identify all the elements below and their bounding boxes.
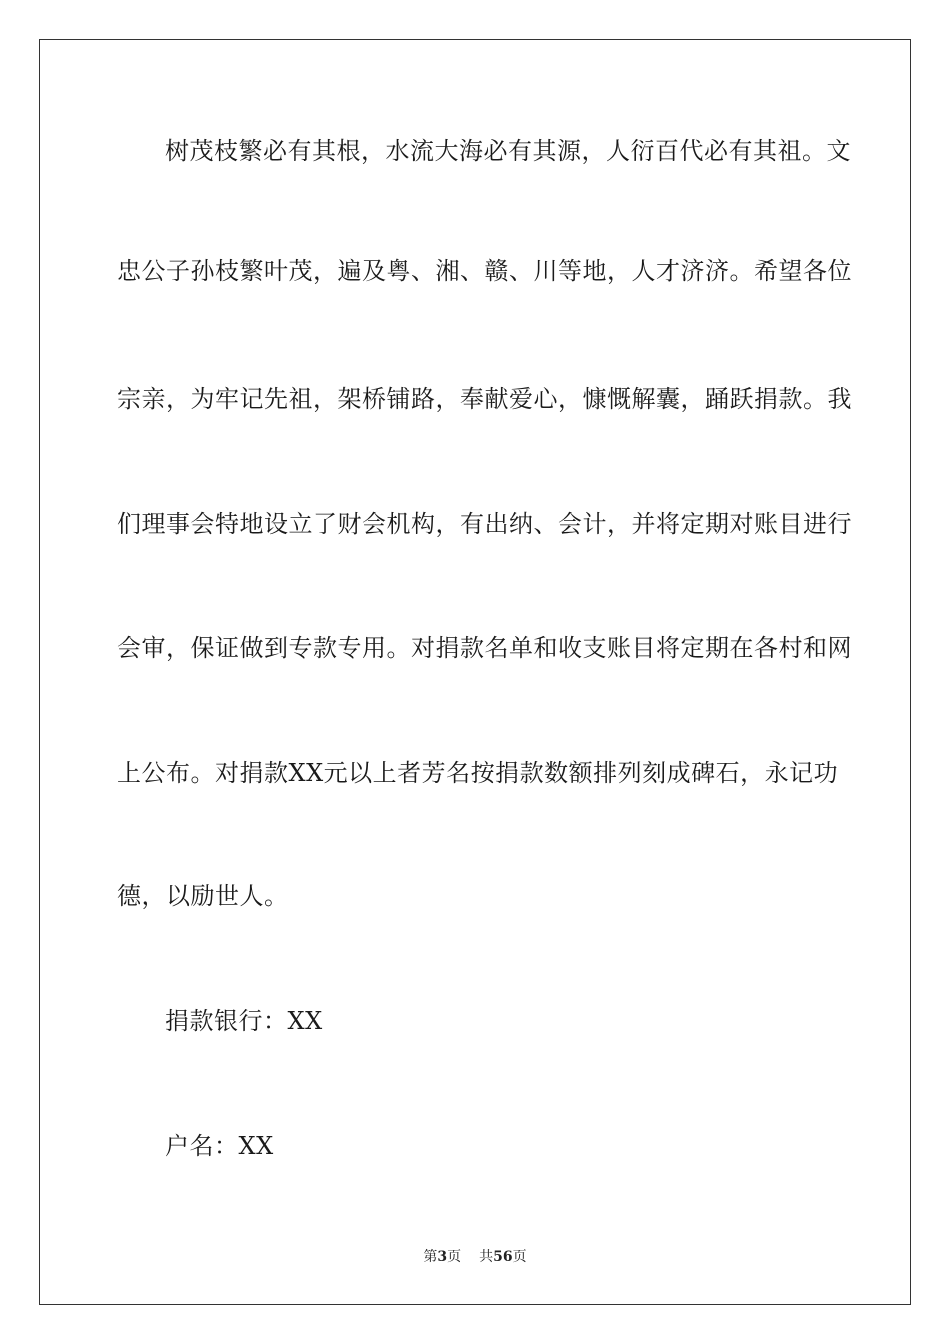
- paragraph-line-2: 忠公子孙枝繁叶茂，遍及粤、湘、赣、川等地，人才济济。希望各位: [117, 257, 852, 285]
- footer-page-unit: 页: [447, 1249, 462, 1265]
- bank-info: 捐款银行：XX: [165, 1007, 323, 1035]
- page-frame: [39, 39, 911, 1305]
- paragraph-line-6: 上公布。对捐款XX元以上者芳名按捐款数额排列刻成碑石，永记功: [117, 759, 839, 787]
- paragraph-line-7: 德，以励世人。: [117, 882, 289, 910]
- paragraph-line-5: 会审，保证做到专款专用。对捐款名单和收支账目将定期在各村和网: [117, 634, 852, 662]
- paragraph-line-1: 树茂枝繁必有其根，水流大海必有其源，人衍百代必有其祖。文: [165, 137, 851, 165]
- total-pages-number: 56: [493, 1249, 513, 1265]
- paragraph-line-4: 们理事会特地设立了财会机构，有出纳、会计，并将定期对账目进行: [117, 510, 852, 538]
- footer-total-prefix: 共: [479, 1249, 494, 1265]
- footer-prefix: 第: [423, 1249, 438, 1265]
- current-page-number: 3: [437, 1249, 448, 1265]
- page-footer: [0, 1247, 950, 1267]
- account-name: 户名：XX: [165, 1132, 274, 1160]
- footer-total-unit: 页: [512, 1249, 527, 1265]
- paragraph-line-3: 宗亲，为牢记先祖，架桥铺路，奉献爱心，慷慨解囊，踊跃捐款。我: [117, 385, 852, 413]
